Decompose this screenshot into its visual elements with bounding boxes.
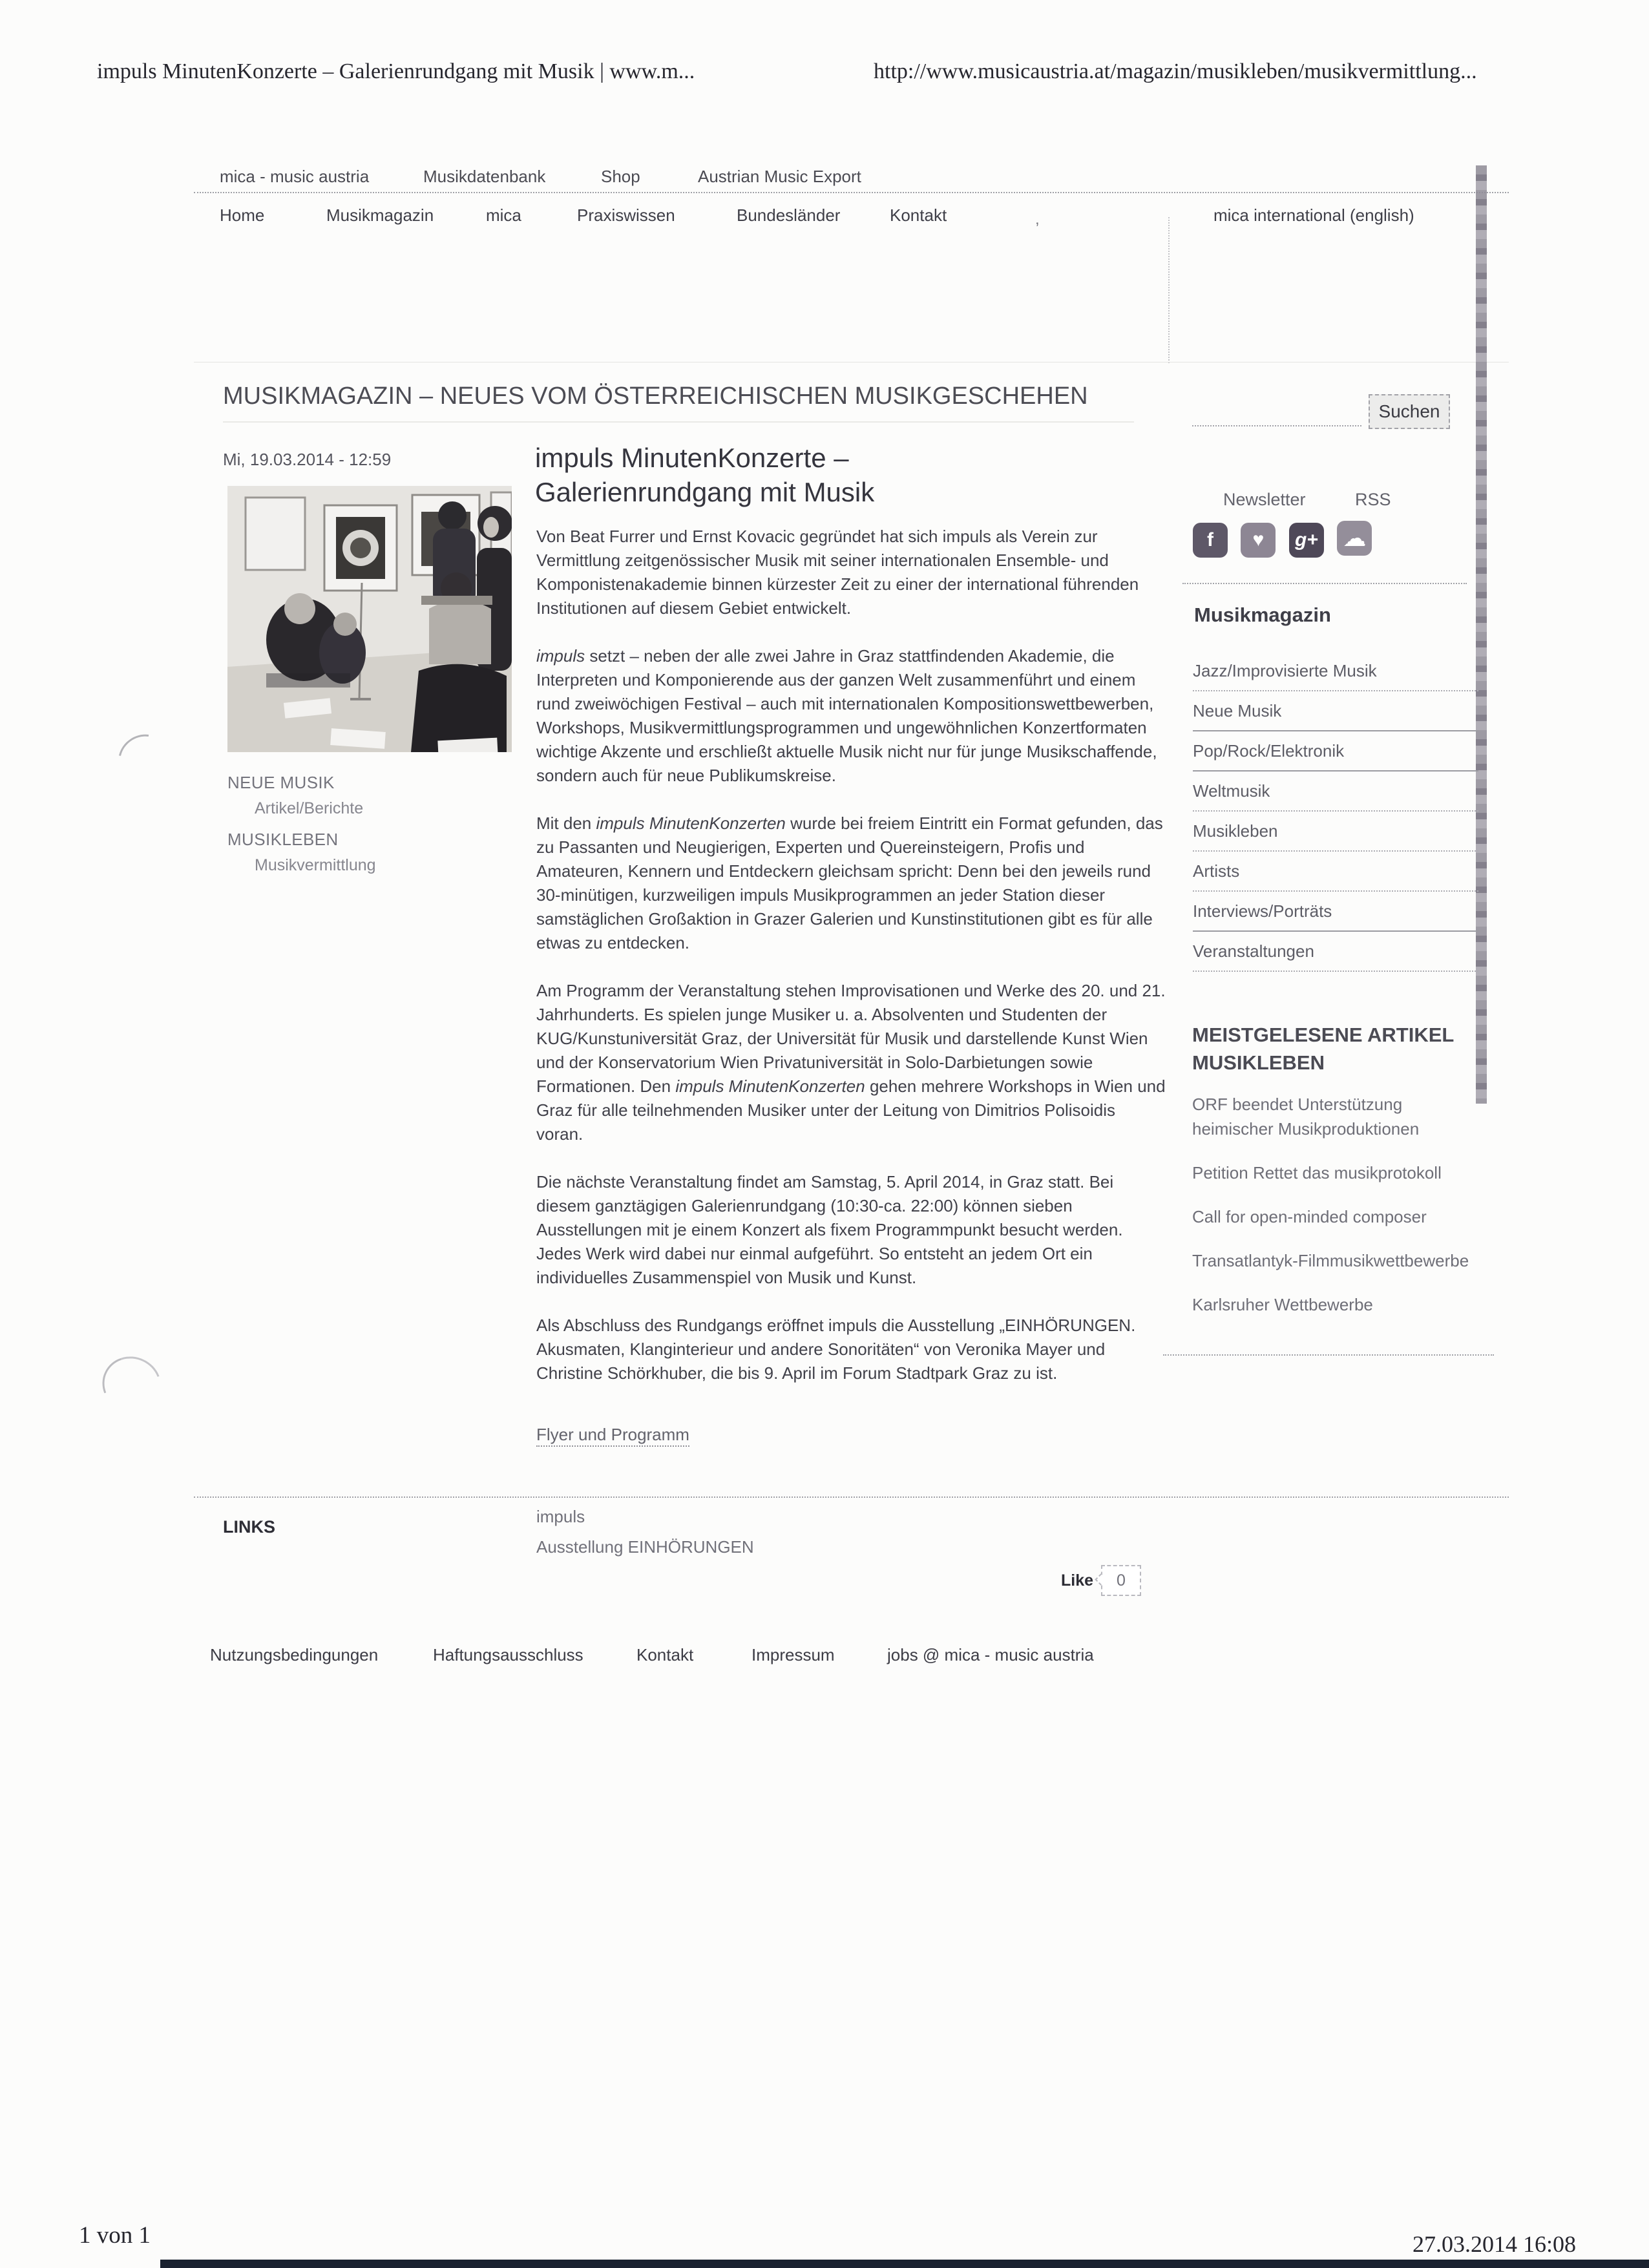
most-read-list — [1192, 1092, 1483, 1336]
category-artikel-berichte[interactable]: Artikel/Berichte — [255, 799, 364, 817]
footer-jobs[interactable]: jobs @ mica - music austria — [887, 1645, 1094, 1664]
nav-kontakt[interactable]: Kontakt — [890, 205, 947, 225]
like-count-bubble — [1101, 1565, 1141, 1596]
page-title: MUSIKMAGAZIN – NEUES VOM ÖSTERREICHISCHEN MUSIKGESCHEHEN — [223, 383, 1088, 410]
newsletter-link[interactable]: Newsletter — [1223, 490, 1306, 509]
category-musikleben[interactable]: MUSIKLEBEN — [227, 830, 339, 849]
most-read-item[interactable]: Transatlantyk-Filmmusikwettbewerbe — [1192, 1251, 1469, 1270]
article-date: Mi, 19.03.2014 - 12:59 — [223, 450, 392, 469]
google-plus-icon[interactable] — [1289, 523, 1324, 558]
most-read-item[interactable]: Karlsruher Wettbewerbe — [1192, 1295, 1373, 1314]
sidebar-divider — [1182, 583, 1467, 584]
facebook-icon[interactable] — [1193, 523, 1228, 558]
article-paragraph: impuls setzt – neben der alle zwei Jahre in Graz stattfindenden Akademie, die Interpreten und Komponierende aus der ganzen Welt zusammenführt und einem rund zweiwöchigen Festival – auch mit internationalen Kompositionswettbewerben, Workshops, Musikvermittlungsprogrammen und ungewöhnlichen Konzertformaten wichtige Akzente und erschließt aktuelle Musik nicht nur für junge Musikschaffende, sondern auch für neue Publikumskreise. — [536, 646, 1157, 785]
flyer-link-wrap — [536, 1425, 689, 1445]
search-button[interactable]: Suchen — [1369, 394, 1450, 429]
nav-mica-international[interactable]: mica international (english) — [1213, 205, 1414, 225]
soundcloud-icon[interactable] — [1337, 521, 1372, 556]
flyer-programm-link[interactable]: Flyer und Programm — [536, 1425, 689, 1447]
google-plus-glyph: g+ — [1294, 529, 1318, 551]
sidebar-item-neue-musik[interactable]: Neue Musik — [1193, 691, 1478, 731]
article-body — [536, 525, 1166, 1409]
footer-nutzungsbedingungen[interactable]: Nutzungsbedingungen — [210, 1645, 379, 1664]
link-impuls[interactable]: impuls — [536, 1507, 585, 1526]
print-timestamp: 27.03.2014 16:08 — [1413, 2231, 1577, 2257]
topnav-austrian-music-export[interactable]: Austrian Music Export — [698, 167, 861, 186]
facebook-glyph: f — [1207, 529, 1213, 551]
article-paragraph: Die nächste Veranstaltung findet am Samstag, 5. April 2014, in Graz statt. Bei diesem ganztägigen Galerienrundgang (10:30-ca. 22:00) können sieben Ausstellungen mit je einem Konzert als fixem Programmpunkt besucht werden. Jedes Werk wird dabei nur einmal aufgeführt. So entsteht an jedem Ort ein individuelles Zusammenspiel von Musik und Kunst. — [536, 1172, 1123, 1287]
scan-stray-mark: , — [1035, 211, 1040, 228]
footer-haftungsausschluss[interactable]: Haftungsausschluss — [433, 1645, 583, 1664]
column-divider — [1168, 217, 1170, 363]
links-title: LINKS — [223, 1517, 275, 1537]
scan-artifact-arc — [109, 725, 176, 791]
nav-home[interactable]: Home — [220, 205, 265, 225]
nav-musikmagazin[interactable]: Musikmagazin — [326, 205, 434, 225]
sidebar-musikmagazin-title: Musikmagazin — [1194, 604, 1331, 626]
article-paragraph: Mit den impuls MinutenKonzerten wurde bei freiem Eintritt ein Format gefunden, das zu Passanten und Neugierigen, Experten und Quereinsteigern, Profis und Amateuren, Kennern und Entdeckern gleichsam spricht: Denn bei den jeweils rund 30-minütigen, kurzweiligen impuls Musikprogrammen an jeder Station dieser samstäglichen Großaktion in Grazer Galerien und Kunstinstitutionen gibt es für alle etwas zu entdecken. — [536, 814, 1163, 952]
sidebar-item-pop-rock-elektronik[interactable]: Pop/Rock/Elektronik — [1193, 731, 1478, 772]
topnav-mica-music-austria[interactable]: mica - music austria — [220, 167, 370, 186]
links-divider — [194, 1496, 1509, 1498]
print-header-url: http://www.musicaustria.at/magazin/musikleben/musikvermittlung... — [874, 59, 1477, 83]
sidebar-item-artists[interactable]: Artists — [1193, 852, 1478, 892]
rss-link[interactable]: RSS — [1355, 490, 1391, 509]
heading-underline — [223, 421, 1134, 423]
scan-artifact-arc — [93, 1347, 171, 1423]
article-paragraph: Von Beat Furrer und Ernst Kovacic gegründet hat sich impuls als Verein zur Vermittlung zeitgenössischer Musik mit seiner internationalen Ensemble- und Komponistenakademie binnen kürzester Zeit zu einer der international führenden Institutionen auf diesem Gebiet entwickelt. — [536, 527, 1139, 618]
print-header-title: impuls MinutenKonzerte – Galerienrundgang mit Musik | www.m... — [97, 59, 695, 83]
most-read-item[interactable]: Call for open-minded composer — [1192, 1207, 1427, 1226]
category-musikvermittlung[interactable]: Musikvermittlung — [255, 856, 376, 874]
article-title: impuls MinutenKonzerte – Galerienrundgang mit Musik — [535, 443, 875, 507]
sidebar-item-interviews-portraets[interactable]: Interviews/Porträts — [1193, 892, 1478, 932]
nav-bundeslaender[interactable]: Bundesländer — [737, 205, 841, 225]
twitter-glyph: ♥ — [1252, 529, 1265, 551]
sidebar-bottom-divider — [1163, 1354, 1494, 1356]
like-count: 0 — [1117, 1571, 1126, 1590]
soundcloud-glyph: ☁ — [1343, 525, 1367, 551]
article-photo — [227, 486, 512, 752]
sidebar-item-weltmusik[interactable]: Weltmusik — [1193, 772, 1478, 812]
nav-mica[interactable]: mica — [486, 205, 521, 225]
topnav-musikdatenbank[interactable]: Musikdatenbank — [423, 167, 546, 186]
footer-impressum[interactable]: Impressum — [751, 1645, 835, 1664]
topnav-divider — [194, 192, 1509, 193]
most-read-item[interactable]: Petition Rettet das musikprotokoll — [1192, 1163, 1442, 1182]
footer-kontakt[interactable]: Kontakt — [636, 1645, 694, 1664]
sidebar-item-jazz-improvisierte-musik[interactable]: Jazz/Improvisierte Musik — [1193, 651, 1478, 691]
like-button[interactable]: Like — [1061, 1571, 1094, 1590]
links-list — [536, 1507, 754, 1568]
article-paragraph: Als Abschluss des Rundgangs eröffnet impuls die Ausstellung „EINHÖRUNGEN. Akusmaten, Klanginterieur und andere Sonoritäten“ von Veronika Mayer und Christine Schörkhuber, die bis 9. April im Forum Stadtpark Graz zu ist. — [536, 1316, 1136, 1383]
link-ausstellung-einhoerungen[interactable]: Ausstellung EINHÖRUNGEN — [536, 1537, 754, 1557]
nav-praxiswissen[interactable]: Praxiswissen — [577, 205, 675, 225]
topnav-shop[interactable]: Shop — [601, 167, 640, 186]
scan-bottom-bar — [160, 2260, 1649, 2268]
twitter-icon[interactable] — [1241, 523, 1276, 558]
article-paragraph: Am Programm der Veranstaltung stehen Improvisationen und Werke des 20. und 21. Jahrhunderts. Es spielen junge Musiker u. a. Absolventen und Studenten der KUG/Kunstuniversität Graz, der Universität für Musik und darstellende Kunst Wien und der Konservatorium Wien Privatuniversität in Solo-Darbietungen sowie Formationen. Den impuls MinutenKonzerten gehen mehrere Workshops in Wien und Graz für alle teilnehmenden Musiker unter der Leitung von Dimitrios Polisoidis voran. — [536, 981, 1166, 1144]
social-icons — [1193, 521, 1382, 558]
search-input[interactable] — [1192, 395, 1361, 426]
most-read-item[interactable]: ORF beendet Unterstützung heimischer Musikproduktionen — [1192, 1095, 1420, 1139]
sidebar-category-list — [1193, 651, 1478, 972]
sidebar-item-musikleben[interactable]: Musikleben — [1193, 812, 1478, 852]
most-read-title: MEISTGELESENE ARTIKEL MUSIKLEBEN — [1192, 1024, 1454, 1074]
sidebar-item-veranstaltungen[interactable]: Veranstaltungen — [1193, 932, 1478, 972]
print-page-number: 1 von 1 — [79, 2222, 151, 2249]
article-categories — [227, 773, 376, 887]
category-neue-musik[interactable]: NEUE MUSIK — [227, 773, 335, 792]
